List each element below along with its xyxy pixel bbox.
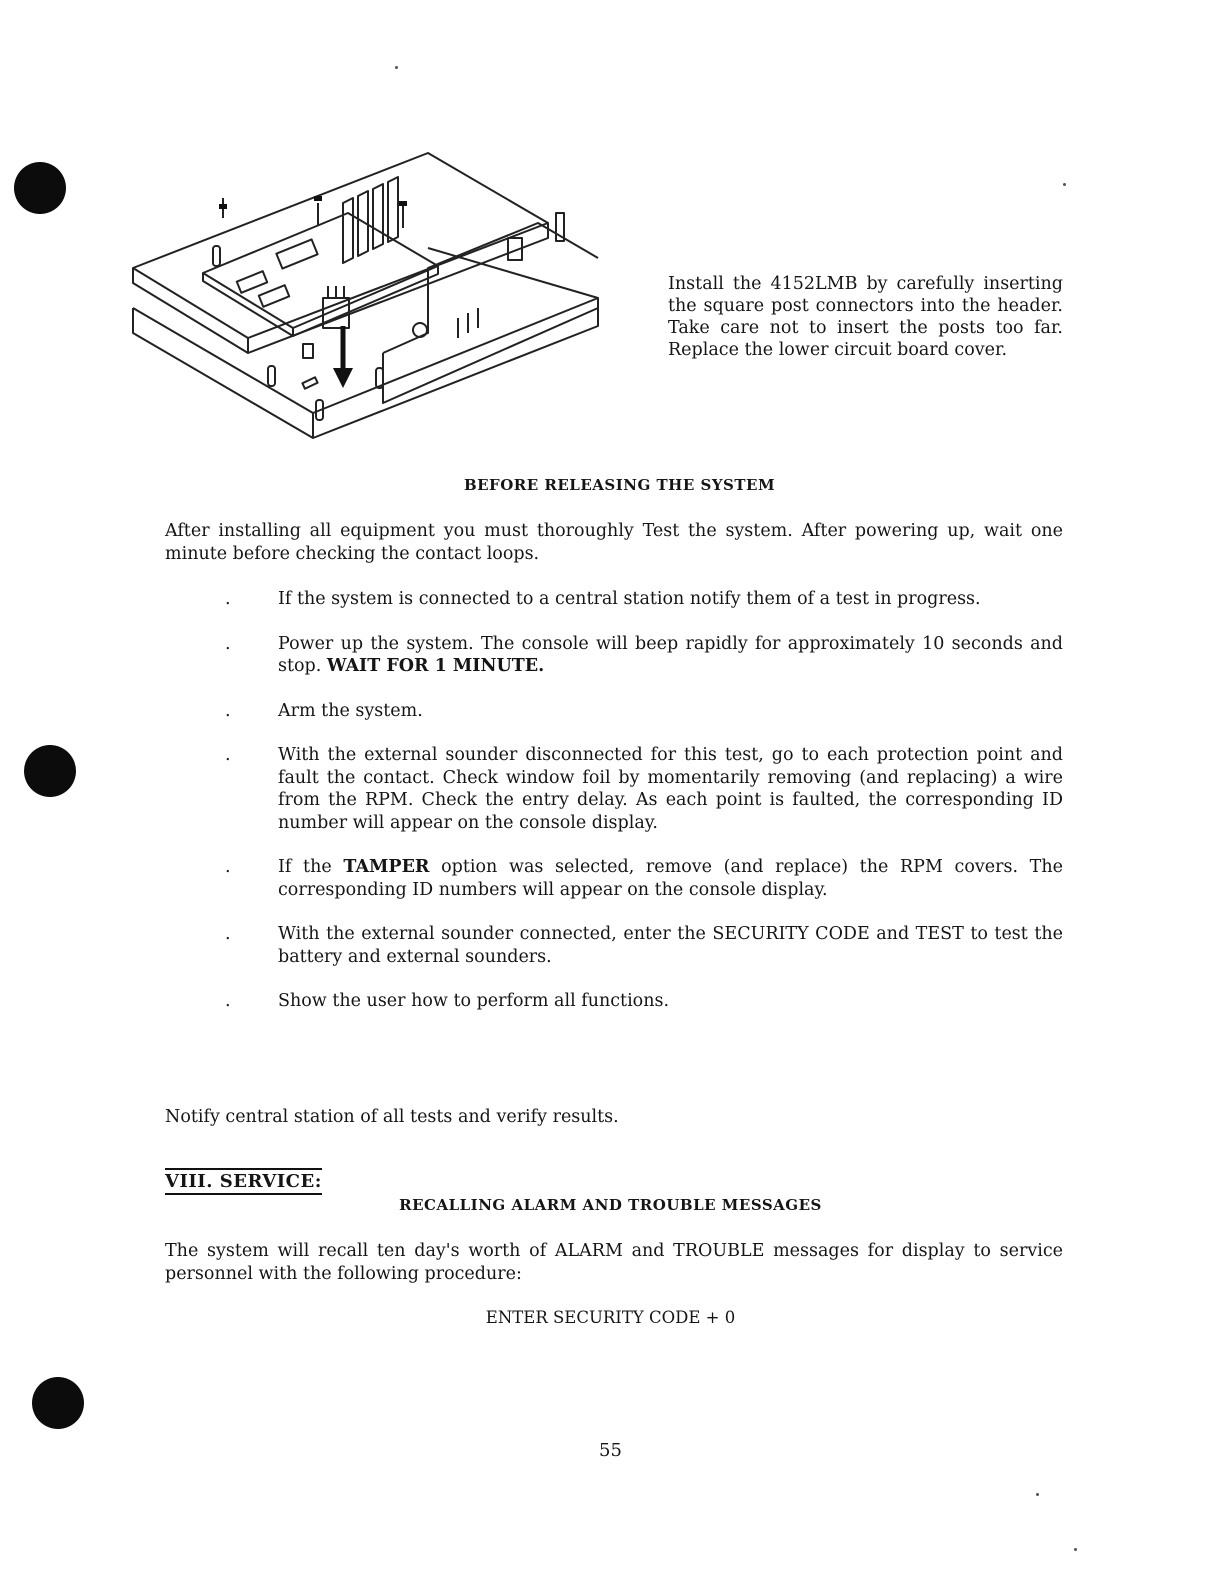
procedure-line: ENTER SECURITY CODE + 0 [485,1308,736,1327]
list-item [222,700,1063,723]
list-item-text: Power up the system. The console will beep rapidly for approximately 10 seconds and stop. [278,633,1063,676]
list-item-text: Arm the system. [278,700,423,721]
list-item-text: If the [278,857,332,877]
closing-paragraph: Notify central station of all tests and verify results. [165,1107,619,1127]
list-item [222,633,1063,678]
bullet-dot: . [225,633,231,654]
list-item [222,856,1063,901]
list-item [222,588,1063,611]
test-checklist [222,588,1063,1013]
section-title-before-releasing: BEFORE RELEASING THE SYSTEM [463,476,776,494]
scan-speck [1074,1548,1077,1551]
scan-speck [1063,183,1066,186]
scan-speck [1036,1493,1039,1496]
list-item-text: If the system is connected to a central station notify them of a test in progress. [278,589,981,609]
bullet-dot: . [225,745,231,765]
scan-speck [395,66,398,69]
circuit-board-illustration [128,148,608,443]
service-heading: VIII. SERVICE: [165,1168,322,1195]
intro-paragraph: After installing all equipment you must thoroughly Test the system. After powering up, wait one minute before checking the contact loops. [165,521,1063,564]
list-item [222,744,1063,834]
wait-emphasis: WAIT FOR 1 MINUTE. [326,656,545,676]
list-item [222,990,1063,1013]
list-item-text: With the external sounder disconnected for this test, go to each protection point and fault the contact. Check window foil by momentarily removing (and replacing) a wire from the RPM. Check the entry delay. As each point is faulted, the corresponding ID number will appear on the console display. [278,745,1063,833]
bullet-dot: . [225,924,231,944]
recall-paragraph: The system will recall ten day's worth of ALARM and TROUBLE messages for display to service personnel with the following procedure: [165,1241,1063,1284]
list-item-text: option was selected, remove (and replace) the RPM covers. The corresponding ID numbers will appear on the console display. [278,857,1063,900]
punch-hole-bottom [32,1377,84,1429]
bullet-dot: . [225,857,231,877]
page-number: 55 [599,1440,622,1461]
bullet-dot: . [225,589,231,609]
figure-caption: Install the 4152LMB by carefully inserting the square post connectors into the header. Take care not to insert the posts too far. Replace the lower circuit board cover. [668,274,1063,360]
list-item-text: With the external sounder connected, enter the SECURITY CODE and TEST to test the battery and external sounders. [278,924,1063,967]
punch-hole-top [14,162,66,214]
bullet-dot: . [225,700,231,721]
tamper-emphasis: TAMPER [343,857,430,877]
section-title-recalling: RECALLING ALARM AND TROUBLE MESSAGES [399,1196,822,1214]
bullet-dot: . [225,991,231,1011]
list-item [222,923,1063,968]
punch-hole-middle [24,745,76,797]
list-item-text: Show the user how to perform all functions. [278,991,670,1011]
